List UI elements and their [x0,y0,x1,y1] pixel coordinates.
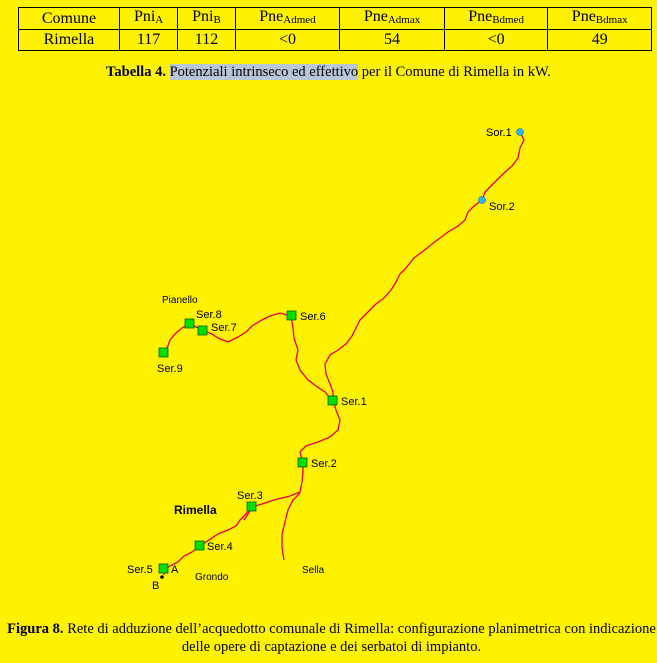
tank-ser7 [198,326,207,335]
label-ser9: Ser.9 [157,363,183,375]
label-ser4: Ser.4 [207,541,233,553]
source-sor2 [479,197,486,204]
place-grondo: Grondo [195,572,229,583]
figure-caption [6,620,657,656]
table-caption-rest: per il Comune di Rimella in kW. [361,64,551,80]
pipe-network [163,132,524,575]
label-ser2: Ser.2 [311,458,337,470]
pipe-branch-sella [282,493,300,560]
label-sor1: Sor.1 [486,127,512,139]
tank-ser6 [287,311,296,320]
header-pni-a: Pni$_A$ [119,8,177,30]
table-caption-highlight: Potenziali intrinseco ed effettivo [169,64,359,80]
cell-pne-admax: 54 [340,30,445,51]
source-sor1 [517,129,524,136]
tank-ser3 [247,502,256,511]
place-pianello: Pianello [162,295,198,306]
label-sor2: Sor.2 [489,201,515,213]
cell-pni-b: 112 [178,30,235,51]
header-comune: Comune [19,8,120,30]
header-pne-bdmed: Pne$_{Bdmed}$ [444,8,548,30]
cell-comune: Rimella [19,30,120,51]
header-pne-bdmax: Pne$_{Bdmax}$ [548,8,652,30]
tank-ser1 [328,396,337,405]
cell-pni-a: 117 [119,30,177,51]
label-ser7: Ser.7 [211,322,237,334]
label-ser6: Ser.6 [300,311,326,323]
tank-ser5 [159,564,168,573]
point-b-marker [160,575,164,579]
place-sella: Sella [302,565,325,576]
label-ser1: Ser.1 [341,396,367,408]
tank-markers [159,311,337,573]
label-ser5: Ser.5 [127,564,153,576]
figure-caption-label: Figura 8. [7,621,64,637]
tank-ser9 [159,348,168,357]
cell-pne-bdmax: 49 [548,30,652,51]
label-ser8: Ser.8 [196,309,222,321]
point-a-label: A [171,564,179,576]
point-b-label: B [152,580,160,592]
header-pne-admed: Pne$_{Admed}$ [235,8,340,30]
figure-caption-text: Rete di adduzione dell’acquedotto comunale di Rimella: configurazione planimetrica con indicazione delle opere di captazione e dei serbatoi di impianto. [67,621,656,655]
table-caption-label: Tabella 4. [106,64,166,80]
header-pni-b: Pni$_B$ [178,8,235,30]
tank-ser4 [195,541,204,550]
pipe-branch-ser6 [291,316,332,400]
cell-pne-admed: <0 [235,30,340,51]
header-pne-admax: Pne$_{Admax}$ [340,8,445,30]
cell-pne-bdmed: <0 [444,30,548,51]
tank-ser2 [298,458,307,467]
place-rimella: Rimella [174,503,217,517]
pipe-main [164,132,524,575]
tank-ser8 [185,319,194,328]
label-ser3: Ser.3 [237,490,263,502]
